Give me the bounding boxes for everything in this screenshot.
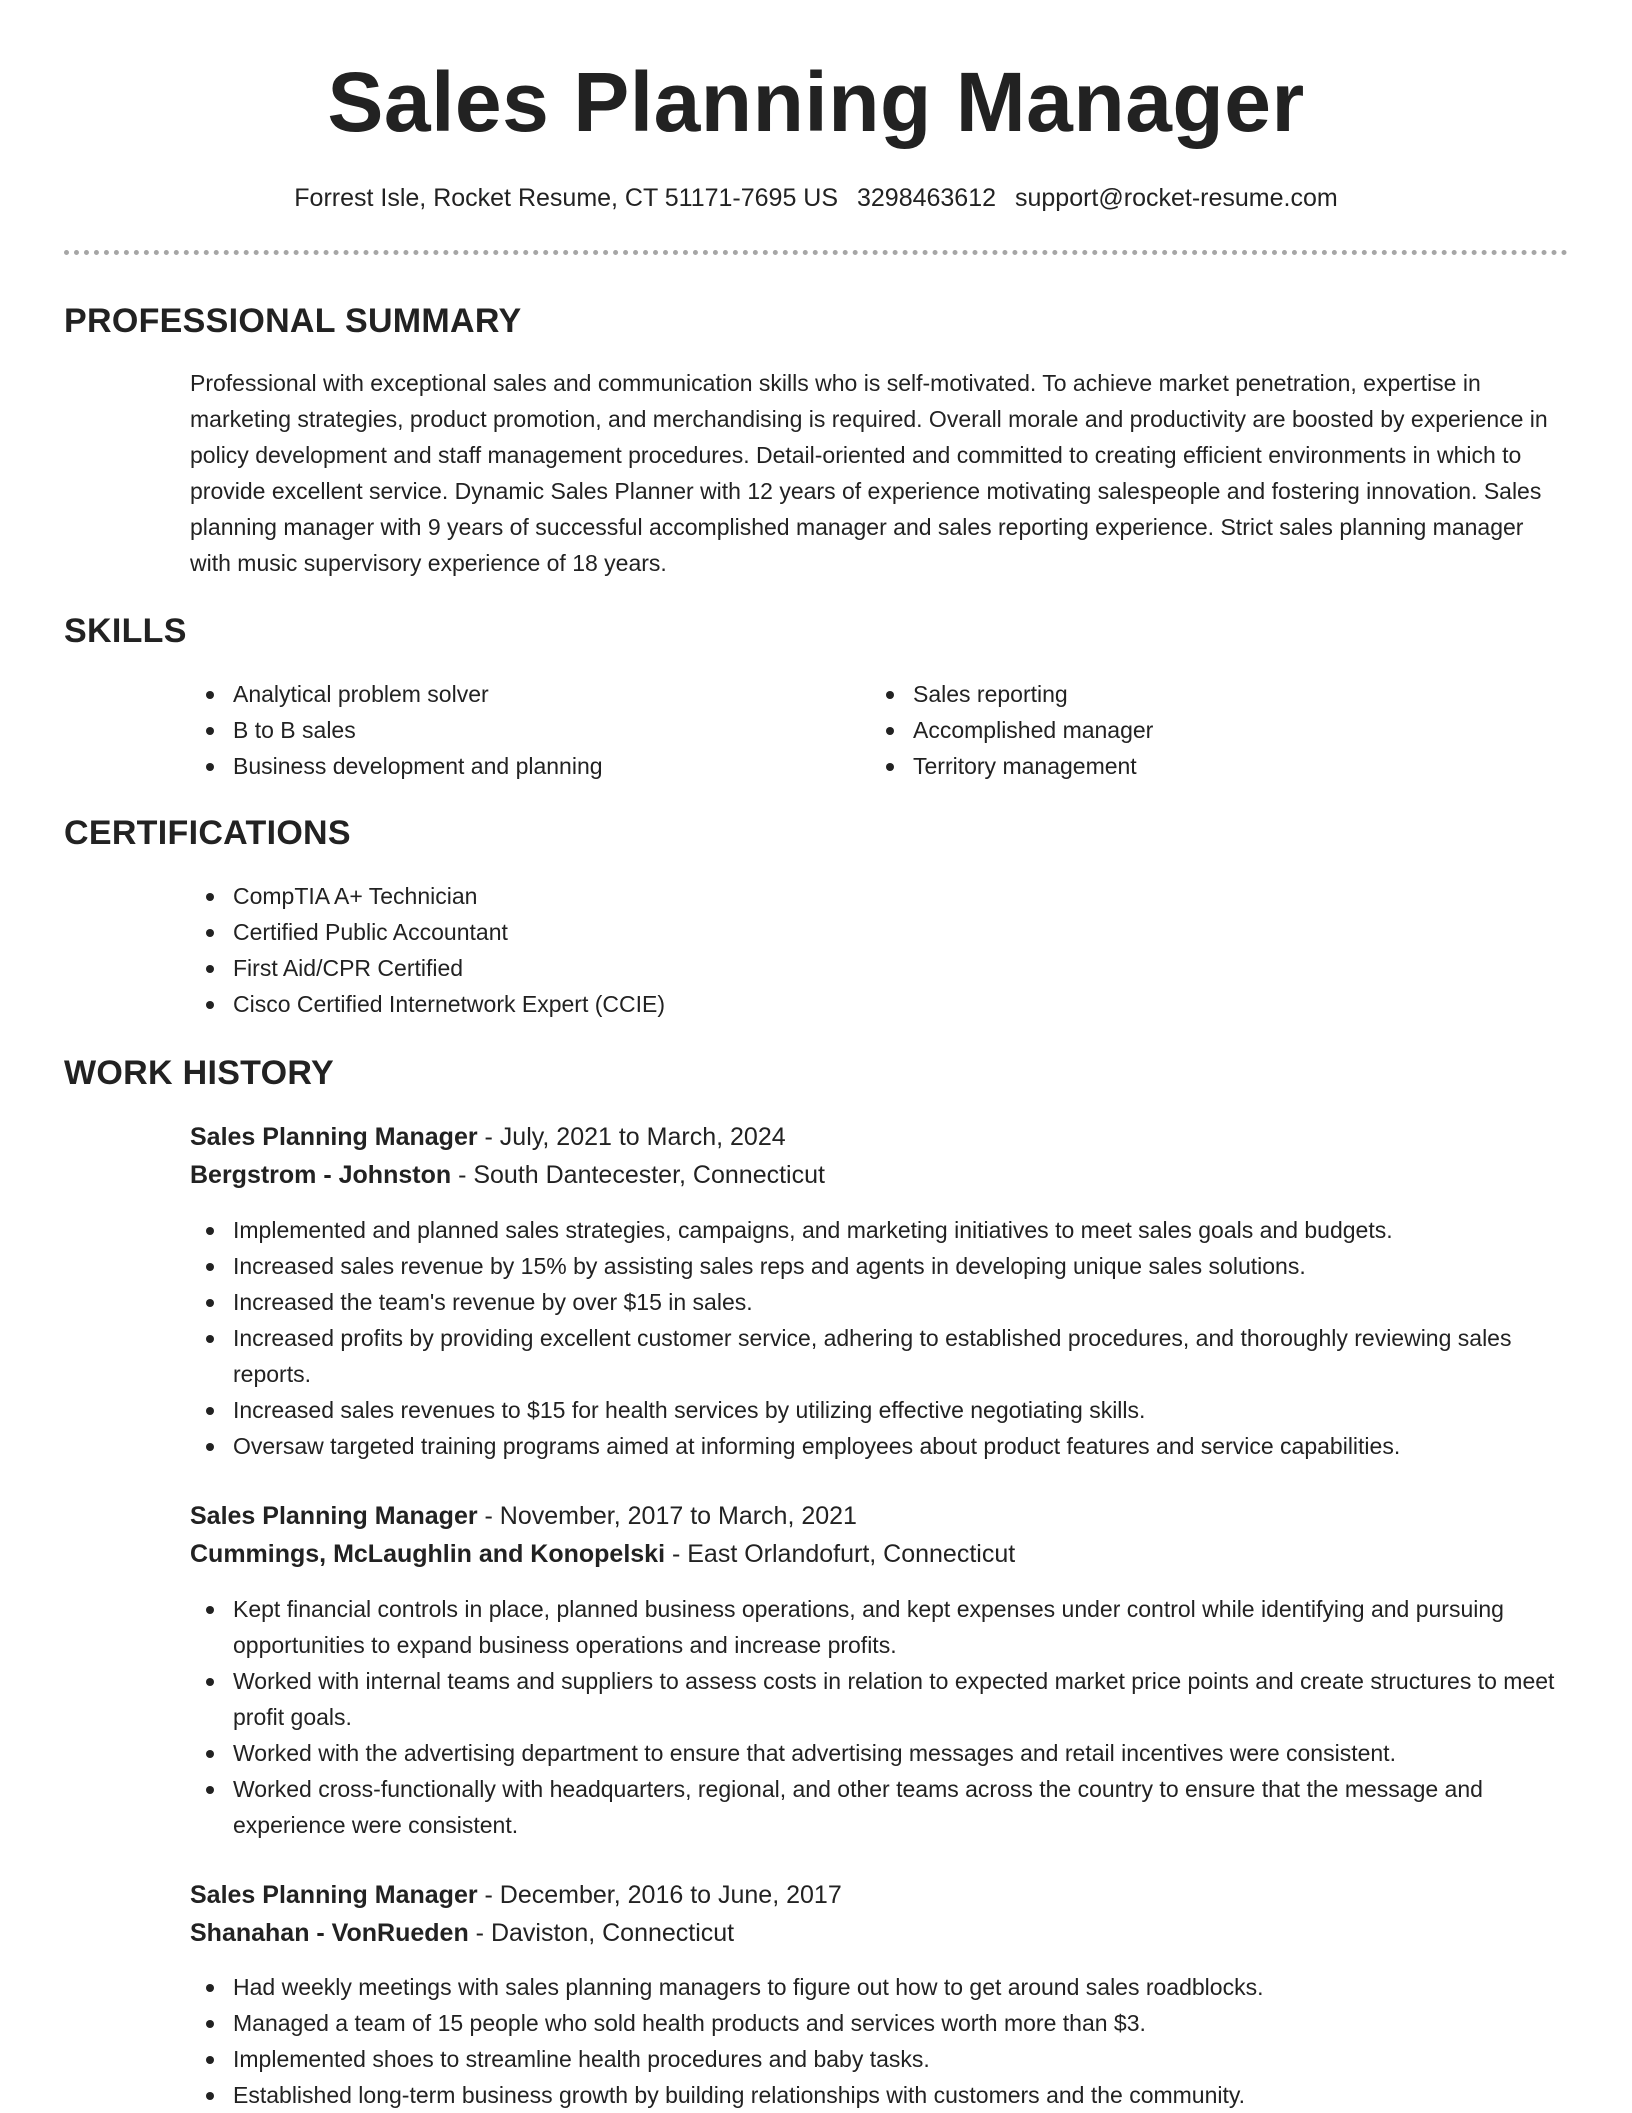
skills-list-right	[870, 676, 1510, 784]
job-title-line	[190, 1876, 842, 1914]
header-divider	[64, 250, 1568, 255]
certification-item: Certified Public Accountant	[190, 914, 1190, 950]
certification-item: Cisco Certified Internetwork Expert (CCIE)	[190, 986, 1190, 1022]
skill-item: Business development and planning	[190, 748, 830, 784]
certifications-list	[190, 878, 1190, 1022]
skill-item: B to B sales	[190, 712, 830, 748]
job-company: Shanahan - VonRueden	[190, 1919, 469, 1947]
job-bullet: Worked with internal teams and suppliers to assess costs in relation to expected market price points and create structures to meet profit goals.	[190, 1663, 1565, 1735]
skill-item: Analytical problem solver	[190, 676, 830, 712]
job-title-line	[190, 1497, 857, 1535]
certifications-heading: CERTIFICATIONS	[64, 814, 351, 852]
job-company: Bergstrom - Johnston	[190, 1161, 452, 1189]
job-dates: - July, 2021 to March, 2024	[477, 1123, 786, 1151]
job-bullet: Oversaw targeted training programs aimed at informing employees about product features and service capabilities.	[190, 1428, 1565, 1464]
job-company-line	[190, 1156, 825, 1194]
skill-item: Territory management	[870, 748, 1510, 784]
resume-name: Sales Planning Manager	[327, 55, 1305, 149]
skill-item: Sales reporting	[870, 676, 1510, 712]
job-bullet: Implemented and planned sales strategies, campaigns, and marketing initiatives to meet sales goals and budgets.	[190, 1212, 1565, 1248]
job-bullet: Implemented shoes to streamline health procedures and baby tasks.	[190, 2041, 1565, 2077]
job-company-line	[190, 1914, 734, 1952]
certification-item: First Aid/CPR Certified	[190, 950, 1190, 986]
summary-heading: PROFESSIONAL SUMMARY	[64, 302, 522, 340]
job-bullet: Worked cross-functionally with headquarters, regional, and other teams across the country to ensure that the message and experience were consistent.	[190, 1771, 1565, 1843]
job-location: - Daviston, Connecticut	[468, 1919, 735, 1947]
job-company-line	[190, 1535, 1015, 1573]
job-bullet-list	[190, 1591, 1565, 1843]
certification-item: CompTIA A+ Technician	[190, 878, 1190, 914]
job-bullet: Kept financial controls in place, planned business operations, and kept expenses under control while identifying and pursuing opportunities to expand business operations and increase profits.	[190, 1591, 1565, 1663]
job-role: Sales Planning Manager	[190, 1123, 478, 1151]
job-dates: - December, 2016 to June, 2017	[477, 1881, 842, 1909]
job-company: Cummings, McLaughlin and Konopelski	[190, 1540, 666, 1568]
job-bullet: Increased profits by providing excellent customer service, adhering to established procedures, and thoroughly reviewing sales reports.	[190, 1320, 1565, 1392]
work-history-heading: WORK HISTORY	[64, 1054, 334, 1092]
contact-phone: 3298463612	[856, 184, 997, 212]
contact-address: Forrest Isle, Rocket Resume, CT 51171-7695 US	[294, 184, 839, 212]
job-bullet-list	[190, 1212, 1565, 1464]
contact-line	[0, 182, 1632, 214]
job-bullet: Managed a team of 15 people who sold health products and services worth more than $3.	[190, 2005, 1565, 2041]
job-title-line	[190, 1118, 786, 1156]
job-location: - East Orlandofurt, Connecticut	[665, 1540, 1016, 1568]
skills-heading: SKILLS	[64, 612, 187, 650]
job-location: - South Dantecester, Connecticut	[451, 1161, 825, 1189]
skills-list-left	[190, 676, 830, 784]
job-bullet: Increased sales revenues to $15 for health services by utilizing effective negotiating skills.	[190, 1392, 1565, 1428]
job-bullet: Increased the team's revenue by over $15 in sales.	[190, 1284, 1565, 1320]
job-bullet: Worked with the advertising department to ensure that advertising messages and retail incentives were consistent.	[190, 1735, 1565, 1771]
job-bullet: Increased sales revenue by 15% by assisting sales reps and agents in developing unique sales solutions.	[190, 1248, 1565, 1284]
job-role: Sales Planning Manager	[190, 1881, 478, 1909]
job-dates: - November, 2017 to March, 2021	[477, 1502, 857, 1530]
summary-text: Professional with exceptional sales and communication skills who is self-motivated. To achieve market penetration, expertise in marketing strategies, product promotion, and merchandising is required. Overall morale and productivity are boosted by experience in policy development and staff management procedures. Detail-oriented and committed to creating efficient environments in which to provide excellent service. Dynamic Sales Planner with 12 years of experience motivating salespeople and fostering innovation. Sales planning manager with 9 years of successful accomplished manager and sales reporting experience. Strict sales planning manager with music supervisory experience of 18 years.	[190, 370, 1548, 576]
job-bullet: Established long-term business growth by building relationships with customers and the community.	[190, 2077, 1565, 2113]
job-bullet: Had weekly meetings with sales planning managers to figure out how to get around sales roadblocks.	[190, 1969, 1565, 2005]
skill-item: Accomplished manager	[870, 712, 1510, 748]
job-bullet-list	[190, 1969, 1565, 2113]
contact-email: support@rocket-resume.com	[1014, 184, 1338, 212]
job-role: Sales Planning Manager	[190, 1502, 478, 1530]
